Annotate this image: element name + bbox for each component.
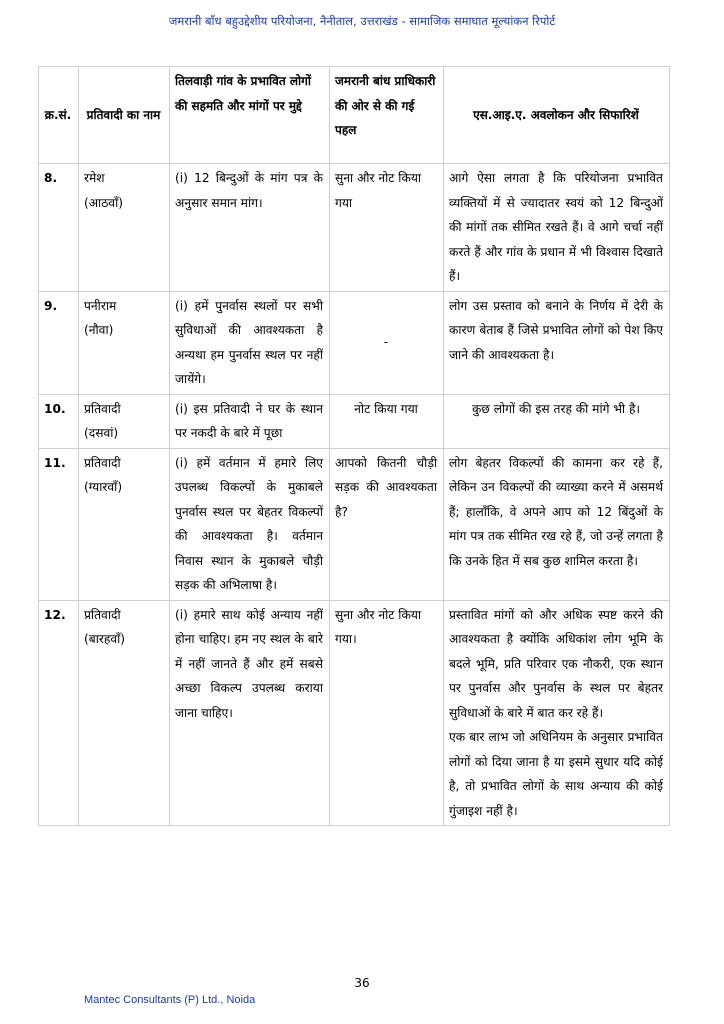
row-serial-number: 10. [39, 394, 79, 448]
row-concern: (i) 12 बिन्दुओं के मांग पत्र के अनुसार समान मांग। [170, 164, 330, 292]
table-row [39, 600, 670, 826]
footer-company-name: Mantec Consultants (P) Ltd., Noida [84, 994, 256, 1006]
row-concern: (i) हमें वर्तमान में हमारे लिए उपलब्ध विकल्पों के मुकाबले पुनर्वास स्थल पर बेहतर विकल्पों की आवश्यकता है। वर्तमान निवास स्थान के मुकाबले चौड़ी सड़क की अभिलाषा है। [170, 448, 330, 600]
row-initiative: - [330, 291, 444, 394]
report-table [38, 66, 670, 826]
row-concern: (i) इस प्रतिवादी ने घर के स्थान पर नकदी के बारे में पूछा [170, 394, 330, 448]
header-recommendation: एस.आइ.ए. अवलोकन और सिफारिशें [444, 67, 670, 164]
respondent-ordinal: (नौवा) [84, 323, 114, 337]
row-recommendation: आगे ऐसा लगता है कि परियोजना प्रभावित व्यक्तियों में से ज्यादातर स्वयं को 12 बिन्दुओं की मांगों तक सीमित रखते हैं। वे आगे चर्चा नहीं करते हैं और गांव के प्रधान में भी विश्वास दिखाते हैं। [444, 164, 670, 292]
row-initiative: सुना और नोट किया गया। [330, 600, 444, 826]
row-serial-number: 9. [39, 291, 79, 394]
respondent-name: प्रतिवादी [84, 455, 121, 470]
table-row [39, 291, 670, 394]
page-number: 36 [354, 976, 370, 990]
row-respondent [79, 164, 170, 292]
header-initiative: जमरानी बांध प्राधिकारी की ओर से की गई पहल [330, 67, 444, 164]
respondent-name: पनीराम [84, 298, 117, 313]
table-header-row [39, 67, 670, 164]
respondent-name: प्रतिवादी [84, 607, 121, 622]
row-recommendation [444, 600, 670, 826]
row-recommendation: लोग उस प्रस्ताव को बनाने के निर्णय में देरी के कारण बेताब हैं जिसे प्रभावित लोगों को पेश किए जाने की आवश्यकता है। [444, 291, 670, 394]
row-serial-number: 8. [39, 164, 79, 292]
respondent-ordinal: (दसवां) [84, 426, 119, 440]
respondent-name: प्रतिवादी [84, 401, 121, 416]
recommendation-paragraph: एक बार लाभ जो अधिनियम के अनुसार प्रभावित लोगों को दिया जाना है या इसमे सुधार यदि कोई है, तो प्रभावित लोगों के साथ अन्याय की कोई गुंजाइश नहीं है। [449, 730, 663, 818]
row-initiative: आपको कितनी चौड़ी सड़क की आवश्यकता है? [330, 448, 444, 600]
row-initiative: नोट किया गया [330, 394, 444, 448]
row-concern: (i) हमें पुनर्वास स्थलों पर सभी सुविधाओं की आवश्यकता है अन्यथा हम पुनर्वास स्थल पर नहीं जायेंगे। [170, 291, 330, 394]
row-respondent [79, 394, 170, 448]
row-respondent [79, 291, 170, 394]
table-row [39, 164, 670, 292]
table-row [39, 394, 670, 448]
row-recommendation: लोग बेहतर विकल्पों की कामना कर रहे हैं, लेकिन उन विकल्पों की व्याख्या करने में असमर्थ हैं; हालाँकि, वे अपने आप को 12 बिंदुओं के मांग पत्र तक सीमित रख रहे हैं, जो उन्हें लगता है कि उनके हित में सब कुछ शामिल करता है। [444, 448, 670, 600]
page-header: जमरानी बाँध बहुउद्देशीय परियोजना, नैनीताल, उत्तराखंड - सामाजिक समाघात मूल्यांकन रिपोर्ट [168, 14, 556, 28]
row-concern: (i) हमारे साथ कोई अन्याय नहीं होना चाहिए। हम नए स्थल के बारे में नहीं जानते हैं और हमें सबसे अच्छा विकल्प उपलब्ध कराया जाना चाहिए। [170, 600, 330, 826]
respondent-ordinal: (आठवाँ) [84, 195, 123, 210]
row-initiative: सुना और नोट किया गया [330, 164, 444, 292]
row-respondent [79, 600, 170, 826]
header-serial-number: क्र.सं. [39, 67, 79, 164]
row-respondent [79, 448, 170, 600]
respondent-ordinal: (बारहवाँ) [84, 632, 126, 646]
row-serial-number: 12. [39, 600, 79, 826]
table-row [39, 448, 670, 600]
respondent-ordinal: (ग्यारवाँ) [84, 480, 123, 494]
header-respondent-name: प्रतिवादी का नाम [79, 67, 170, 164]
row-recommendation: कुछ लोगों की इस तरह की मांगे भी है। [444, 394, 670, 448]
header-concerns: तिलवाड़ी गांव के प्रभावित लोगों की सहमति और मांगों पर मुद्दे [170, 67, 330, 164]
respondent-name: रमेश [84, 171, 105, 185]
row-serial-number: 11. [39, 448, 79, 600]
recommendation-paragraph: प्रस्तावित मांगों को और अधिक स्पष्ट करने की आवश्यकता है क्योंकि अधिकांश लोग भूमि के बदले भूमि, प्रति परिवार एक नौकरी, एक स्थान पर पुनर्वास और पुनर्वास के स्थल पर बेहतर सुविधाओं के बारे में बात कर रहे हैं। [449, 607, 663, 720]
